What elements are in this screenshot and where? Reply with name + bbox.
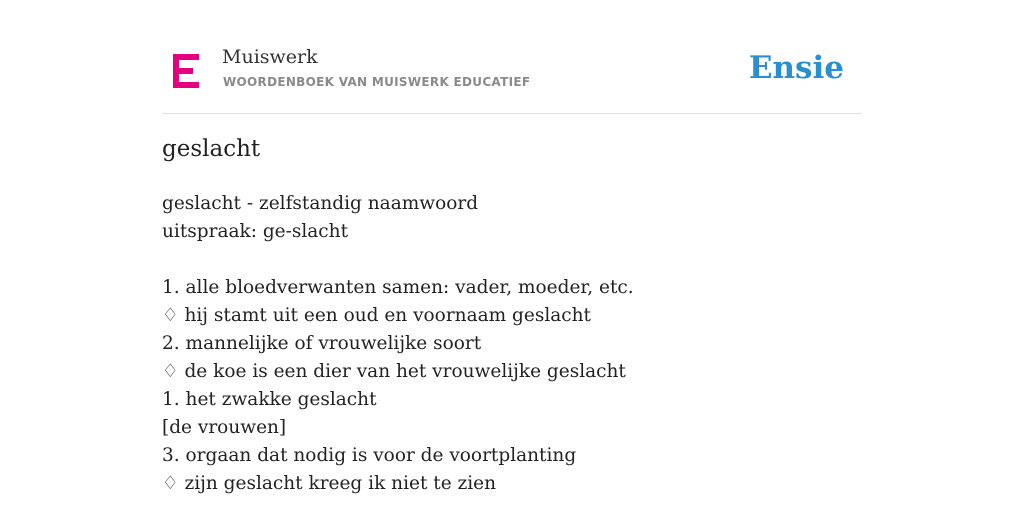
site-subtitle: WOORDENBOEK VAN MUISWERK EDUCATIEF (223, 75, 531, 89)
entry-line: uitspraak: ge-slacht (162, 221, 349, 242)
entry-body (162, 190, 634, 498)
entry-line: ♢ hij stamt uit een oud en voornaam geslacht (162, 305, 591, 326)
entry-line: 1. alle bloedverwanten samen: vader, moeder, etc. (162, 277, 634, 298)
entry-line: 3. orgaan dat nodig is voor de voortplanting (162, 445, 577, 466)
entry-line: [de vrouwen] (162, 417, 287, 438)
ensie-brand-link[interactable]: Ensie (748, 50, 844, 86)
entry-line: ♢ zijn geslacht kreeg ik niet te zien (162, 473, 497, 494)
site-header (162, 40, 862, 114)
entry-line: 2. mannelijke of vrouwelijke soort (162, 333, 482, 354)
muiswerk-logo-icon[interactable] (173, 54, 199, 88)
entry-title: geslacht (162, 136, 261, 162)
entry-line: 1. het zwakke geslacht (162, 389, 377, 410)
site-name[interactable]: Muiswerk (222, 46, 318, 68)
entry-line: ♢ de koe is een dier van het vrouwelijke geslacht (162, 361, 626, 382)
entry-line: geslacht - zelfstandig naamwoord (162, 193, 479, 214)
entry-line (162, 246, 634, 274)
